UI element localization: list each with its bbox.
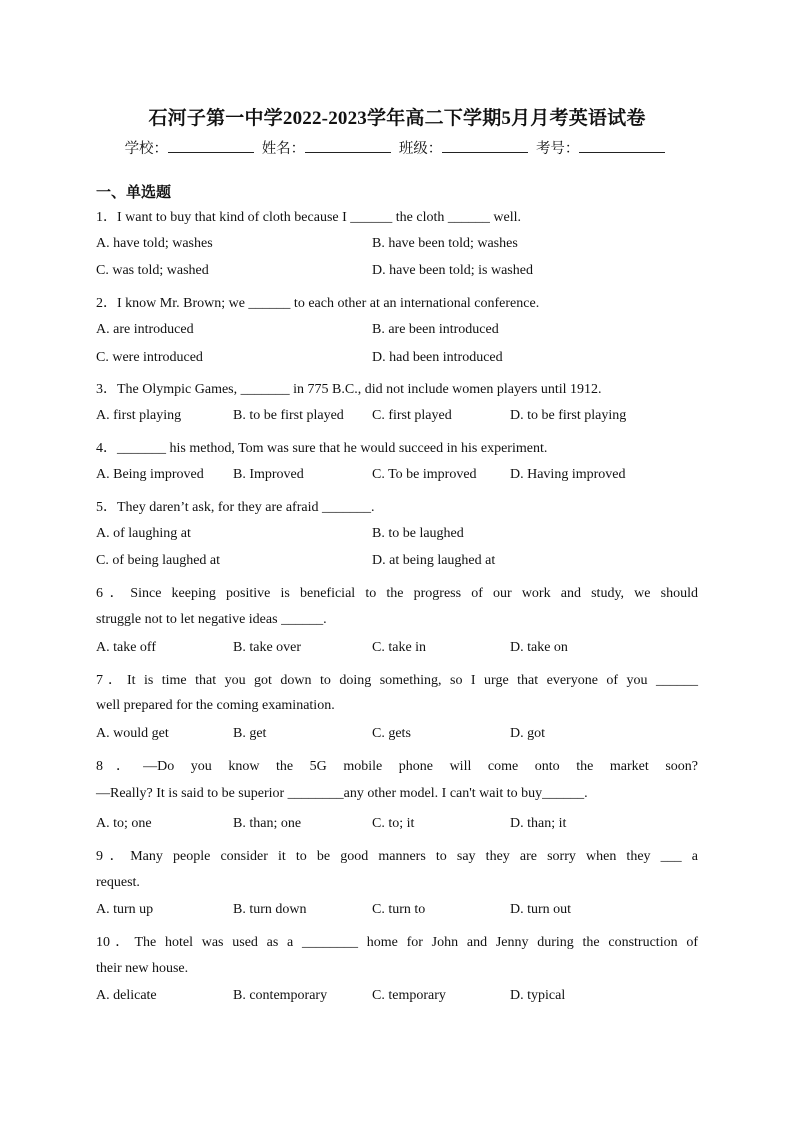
- question-8-text: —Really? It is said to be superior ________any other model. I can't wait to buy______.: [96, 786, 588, 801]
- question-2-option-B: B. are been introduced: [372, 322, 499, 337]
- question-7-option-A: A. would get: [96, 726, 169, 741]
- question-3-option-A: A. first playing: [96, 408, 182, 423]
- question-6-text: 6．Since keeping positive is beneficial to the progress of our work and study, we should: [96, 586, 698, 601]
- question-3-text: 3．The Olympic Games, _______ in 775 B.C., did not include women players until 1912.: [96, 382, 602, 397]
- question-10-option-A: A. delicate: [96, 988, 157, 1003]
- question-1-option-D: D. have been told; is washed: [372, 263, 533, 278]
- question-1-option-B: B. have been told; washes: [372, 236, 518, 251]
- question-6-option-A: A. take off: [96, 640, 156, 655]
- question-8-option-B: B. than; one: [233, 816, 302, 831]
- question-7-option-B: B. get: [233, 726, 267, 741]
- question-5-option-D: D. at being laughed at: [372, 553, 496, 568]
- question-4-option-B: B. Improved: [233, 467, 304, 482]
- question-8-option-C: C. to; it: [372, 816, 415, 831]
- question-5-option-B: B. to be laughed: [372, 526, 464, 541]
- name-blank: [305, 140, 391, 153]
- question-2-option-C: C. were introduced: [96, 350, 203, 365]
- question-9-text: 9．Many people consider it to be good manners to say they are sorry when they ___ a: [96, 849, 698, 864]
- school-label: 学校：: [124, 141, 169, 157]
- question-4-option-C: C. To be improved: [372, 467, 477, 482]
- class-label: 班级：: [398, 141, 443, 157]
- question-9-option-C: C. turn to: [372, 902, 426, 917]
- student-info-row: [0, 137, 794, 158]
- question-8-option-A: A. to; one: [96, 816, 152, 831]
- number-label: 考号：: [535, 141, 580, 157]
- question-9-option-B: B. turn down: [233, 902, 307, 917]
- class-blank: [442, 140, 528, 153]
- question-6-option-C: C. take in: [372, 640, 427, 655]
- question-5-text: 5．They daren’t ask, for they are afraid _______.: [96, 500, 375, 515]
- question-3-option-D: D. to be first playing: [510, 408, 627, 423]
- question-3-option-B: B. to be first played: [233, 408, 344, 423]
- question-8-text: 8．—Do you know the 5G mobile phone will come onto the market soon?: [96, 759, 698, 774]
- number-blank: [579, 140, 665, 153]
- question-7-text: well prepared for the coming examination.: [96, 698, 335, 713]
- school-blank: [168, 140, 254, 153]
- section-heading: 一、单选题: [96, 185, 172, 201]
- question-2-option-A: A. are introduced: [96, 322, 194, 337]
- question-10-option-C: C. temporary: [372, 988, 446, 1003]
- question-9-option-D: D. turn out: [510, 902, 572, 917]
- question-9-text: request.: [96, 875, 140, 890]
- question-6-option-B: B. take over: [233, 640, 302, 655]
- question-5-option-A: A. of laughing at: [96, 526, 191, 541]
- question-10-option-B: B. contemporary: [233, 988, 328, 1003]
- question-5-option-C: C. of being laughed at: [96, 553, 221, 568]
- question-3-option-C: C. first played: [372, 408, 452, 423]
- question-1-option-A: A. have told; washes: [96, 236, 213, 251]
- question-1-text: 1．I want to buy that kind of cloth because I ______ the cloth ______ well.: [96, 210, 521, 225]
- question-2-option-D: D. had been introduced: [372, 350, 503, 365]
- question-4-option-A: A. Being improved: [96, 467, 204, 482]
- question-6-text: struggle not to let negative ideas ______.: [96, 612, 327, 627]
- question-9-option-A: A. turn up: [96, 902, 154, 917]
- name-label: 姓名：: [261, 141, 306, 157]
- question-7-option-C: C. gets: [372, 726, 411, 741]
- question-10-option-D: D. typical: [510, 988, 566, 1003]
- question-7-text: 7．It is time that you got down to doing something, so I urge that everyone of you ______: [96, 673, 698, 688]
- question-10-text: 10．The hotel was used as a ________ home for John and Jenny during the construction of: [96, 935, 698, 950]
- exam-title: 石河子第一中学2022-2023学年高二下学期5月月考英语试卷: [148, 108, 646, 129]
- question-6-option-D: D. take on: [510, 640, 568, 655]
- question-1-option-C: C. was told; washed: [96, 263, 209, 278]
- question-10-text: their new house.: [96, 961, 189, 976]
- question-4-text: 4．_______ his method, Tom was sure that he would succeed in his experiment.: [96, 441, 548, 456]
- question-7-option-D: D. got: [510, 726, 545, 741]
- question-4-option-D: D. Having improved: [510, 467, 626, 482]
- question-8-option-D: D. than; it: [510, 816, 567, 831]
- question-2-text: 2．I know Mr. Brown; we ______ to each other at an international conference.: [96, 296, 540, 311]
